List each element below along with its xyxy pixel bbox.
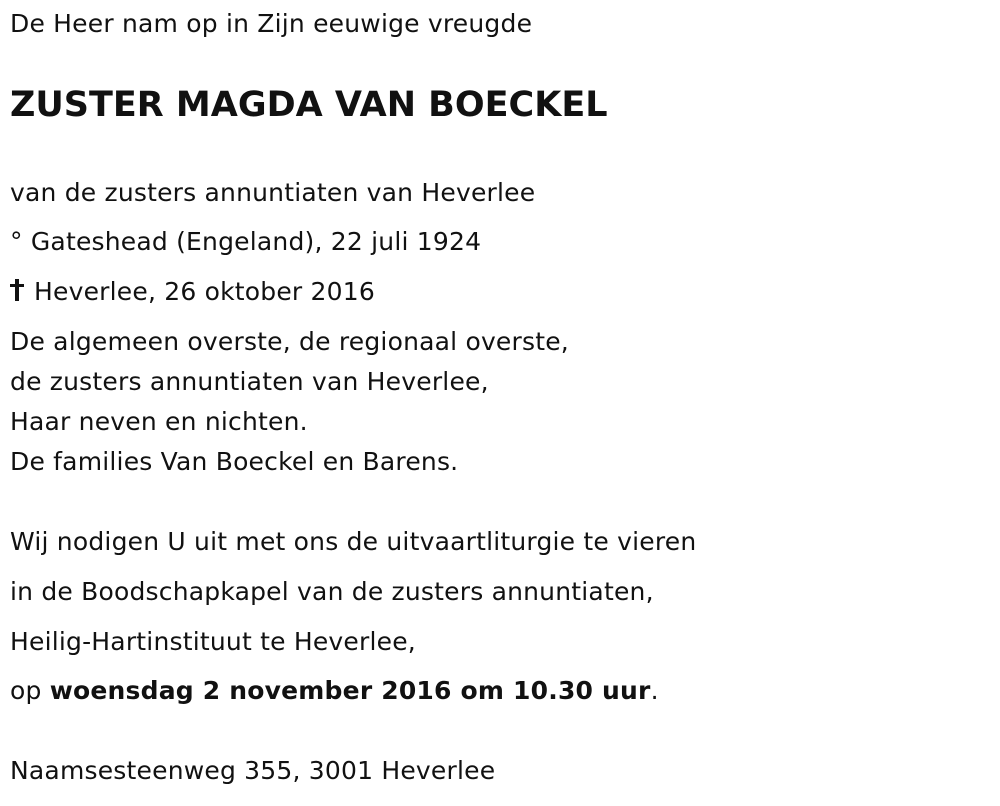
mourner-line: de zusters annuntiaten van Heverlee, — [10, 367, 489, 396]
mourner-line: De algemeen overste, de regionaal overste, — [10, 327, 569, 356]
address-text: Naamsesteenweg 355, 3001 Heverlee — [10, 756, 496, 785]
invitation-line: in de Boodschapkapel van de zusters annuntiaten, — [10, 577, 654, 606]
service-date: woensdag 2 november 2016 om 10.30 uur — [49, 676, 651, 705]
date-prefix: op — [10, 676, 50, 705]
service-date-line — [10, 675, 659, 707]
deceased-name: ZUSTER MAGDA VAN BOECKEL — [10, 85, 608, 125]
date-suffix: . — [650, 676, 659, 705]
invitation-line: Heilig-Hartinstituut te Heverlee, — [10, 627, 416, 656]
death-line — [10, 276, 375, 308]
death-text: Heverlee, 26 oktober 2016 — [34, 277, 375, 306]
mourner-line: Haar neven en nichten. — [10, 407, 308, 436]
invitation-line: Wij nodigen U uit met ons de uitvaartliturgie te vieren — [10, 527, 697, 556]
mourner-line: De families Van Boeckel en Barens. — [10, 447, 459, 476]
order-text: van de zusters annuntiaten van Heverlee — [10, 178, 536, 207]
intro-text: De Heer nam op in Zijn eeuwige vreugde — [10, 9, 533, 38]
cross-icon — [10, 279, 24, 301]
birth-line: ° Gateshead (Engeland), 22 juli 1924 — [10, 227, 482, 256]
